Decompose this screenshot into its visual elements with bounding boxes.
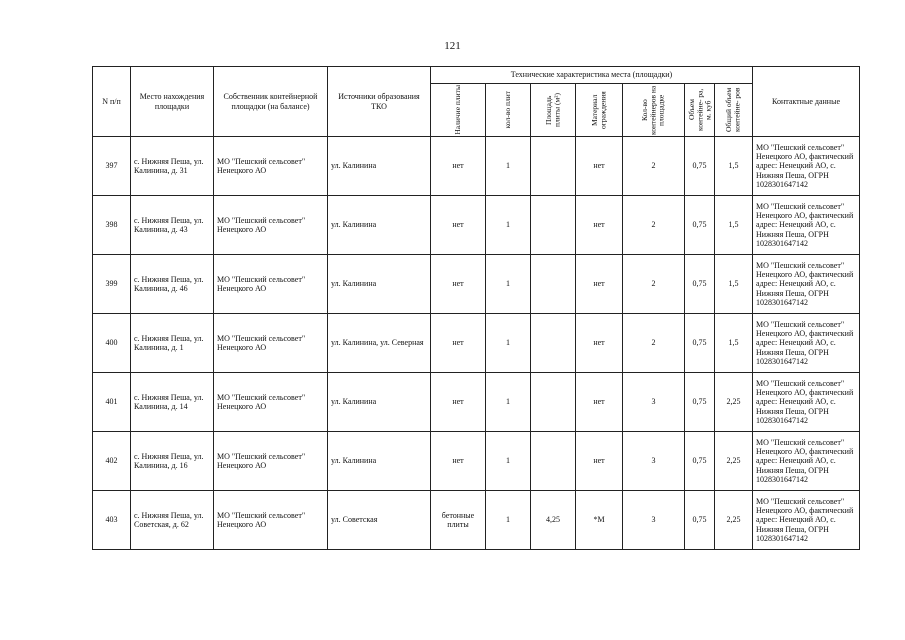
cell-source: ул. Калинина	[328, 255, 431, 314]
cell-containers: 3	[623, 432, 685, 491]
cell-volume: 0,75	[685, 373, 715, 432]
cell-owner: МО "Пешский сельсовет" Ненецкого АО	[214, 255, 328, 314]
cell-slab-count: 1	[486, 432, 531, 491]
cell-containers: 2	[623, 196, 685, 255]
table-row	[93, 137, 860, 196]
cell-area	[531, 255, 576, 314]
cell-num: 398	[93, 196, 131, 255]
cell-total: 2,25	[715, 491, 753, 550]
header-owner: Собственник контейнерной площадки (на балансе)	[214, 67, 328, 137]
cell-owner: МО "Пешский сельсовет" Ненецкого АО	[214, 491, 328, 550]
cell-owner: МО "Пешский сельсовет" Ненецкого АО	[214, 314, 328, 373]
cell-source: ул. Калинина	[328, 373, 431, 432]
table-row	[93, 255, 860, 314]
subheader-slab: Наличие плиты	[431, 84, 486, 137]
cell-volume: 0,75	[685, 432, 715, 491]
table-row	[93, 491, 860, 550]
cell-num: 399	[93, 255, 131, 314]
subheader-fence: Материал ограждения	[576, 84, 623, 137]
cell-slab: нет	[431, 196, 486, 255]
cell-owner: МО "Пешский сельсовет" Ненецкого АО	[214, 373, 328, 432]
cell-contact: МО "Пешский сельсовет" Ненецкого АО, фактический адрес: Ненецкий АО, с. Нижняя Пеша, ОГРН 1028301647142	[753, 491, 860, 550]
cell-slab: нет	[431, 255, 486, 314]
cell-containers: 2	[623, 137, 685, 196]
cell-num: 400	[93, 314, 131, 373]
cell-owner: МО "Пешский сельсовет" Ненецкого АО	[214, 196, 328, 255]
subheader-containers: Кол-во контейнеров на площадке	[623, 84, 685, 137]
cell-location: с. Нижняя Пеша, ул. Советская, д. 62	[131, 491, 214, 550]
cell-source: ул. Калинина, ул. Северная	[328, 314, 431, 373]
cell-volume: 0,75	[685, 491, 715, 550]
cell-volume: 0,75	[685, 314, 715, 373]
cell-slab-count: 1	[486, 373, 531, 432]
header-row	[93, 67, 860, 84]
cell-location: с. Нижняя Пеша, ул. Калинина, д. 14	[131, 373, 214, 432]
cell-source: ул. Калинина	[328, 432, 431, 491]
cell-contact: МО "Пешский сельсовет" Ненецкого АО, фактический адрес: Ненецкий АО, с. Нижняя Пеша, ОГРН 1028301647142	[753, 137, 860, 196]
cell-area	[531, 373, 576, 432]
cell-total: 1,5	[715, 255, 753, 314]
cell-contact: МО "Пешский сельсовет" Ненецкого АО, фактический адрес: Ненецкий АО, с. Нижняя Пеша, ОГРН 1028301647142	[753, 373, 860, 432]
cell-fence: нет	[576, 255, 623, 314]
cell-location: с. Нижняя Пеша, ул. Калинина, д. 31	[131, 137, 214, 196]
cell-volume: 0,75	[685, 196, 715, 255]
cell-slab-count: 1	[486, 314, 531, 373]
cell-slab-count: 1	[486, 491, 531, 550]
page-number: 121	[444, 40, 461, 52]
cell-fence: *М	[576, 491, 623, 550]
cell-slab-count: 1	[486, 137, 531, 196]
cell-total: 1,5	[715, 314, 753, 373]
header-num: N п/п	[93, 67, 131, 137]
cell-contact: МО "Пешский сельсовет" Ненецкого АО, фактический адрес: Ненецкий АО, с. Нижняя Пеша, ОГРН 1028301647142	[753, 314, 860, 373]
header-contacts: Контактные данные	[753, 67, 860, 137]
cell-slab-count: 1	[486, 255, 531, 314]
table-row	[93, 432, 860, 491]
cell-area	[531, 432, 576, 491]
cell-area	[531, 196, 576, 255]
header-sources: Источники образования ТКО	[328, 67, 431, 137]
cell-slab-count: 1	[486, 196, 531, 255]
cell-area	[531, 314, 576, 373]
table-row	[93, 314, 860, 373]
cell-location: с. Нижняя Пеша, ул. Калинина, д. 43	[131, 196, 214, 255]
cell-total: 1,5	[715, 137, 753, 196]
cell-location: с. Нижняя Пеша, ул. Калинина, д. 16	[131, 432, 214, 491]
cell-area: 4,25	[531, 491, 576, 550]
cell-num: 403	[93, 491, 131, 550]
cell-containers: 2	[623, 314, 685, 373]
cell-fence: нет	[576, 373, 623, 432]
cell-num: 397	[93, 137, 131, 196]
cell-slab: нет	[431, 137, 486, 196]
cell-source: ул. Советская	[328, 491, 431, 550]
cell-owner: МО "Пешский сельсовет" Ненецкого АО	[214, 432, 328, 491]
header-location: Место нахождения площадки	[131, 67, 214, 137]
cell-contact: МО "Пешский сельсовет" Ненецкого АО, фактический адрес: Ненецкий АО, с. Нижняя Пеша, ОГРН 1028301647142	[753, 255, 860, 314]
cell-total: 2,25	[715, 373, 753, 432]
cell-location: с. Нижняя Пеша, ул. Калинина, д. 1	[131, 314, 214, 373]
table-row	[93, 373, 860, 432]
container-sites-table	[92, 66, 860, 550]
cell-num: 402	[93, 432, 131, 491]
header-tech: Технические характеристика места (площадки)	[431, 67, 753, 84]
cell-slab: нет	[431, 432, 486, 491]
subheader-slab-count: кол-во плит	[486, 84, 531, 137]
cell-contact: МО "Пешский сельсовет" Ненецкого АО, фактический адрес: Ненецкий АО, с. Нижняя Пеша, ОГРН 1028301647142	[753, 196, 860, 255]
cell-location: с. Нижняя Пеша, ул. Калинина, д. 46	[131, 255, 214, 314]
cell-fence: нет	[576, 196, 623, 255]
table-row	[93, 196, 860, 255]
cell-containers: 3	[623, 373, 685, 432]
cell-slab: бетонные плиты	[431, 491, 486, 550]
cell-fence: нет	[576, 432, 623, 491]
subheader-slab-area: Площадь плиты (м²)	[531, 84, 576, 137]
cell-slab: нет	[431, 314, 486, 373]
cell-fence: нет	[576, 137, 623, 196]
cell-contact: МО "Пешский сельсовет" Ненецкого АО, фактический адрес: Ненецкий АО, с. Нижняя Пеша, ОГРН 1028301647142	[753, 432, 860, 491]
cell-containers: 2	[623, 255, 685, 314]
cell-source: ул. Калинина	[328, 196, 431, 255]
cell-fence: нет	[576, 314, 623, 373]
cell-num: 401	[93, 373, 131, 432]
cell-source: ул. Калинина	[328, 137, 431, 196]
subheader-total-volume: Общий объем контейне- ров	[715, 84, 753, 137]
cell-total: 1,5	[715, 196, 753, 255]
cell-slab: нет	[431, 373, 486, 432]
cell-owner: МО "Пешский сельсовет" Ненецкого АО	[214, 137, 328, 196]
cell-volume: 0,75	[685, 137, 715, 196]
subheader-volume: Объем контейне- ра, м. куб	[685, 84, 715, 137]
cell-volume: 0,75	[685, 255, 715, 314]
cell-total: 2,25	[715, 432, 753, 491]
cell-containers: 3	[623, 491, 685, 550]
cell-area	[531, 137, 576, 196]
